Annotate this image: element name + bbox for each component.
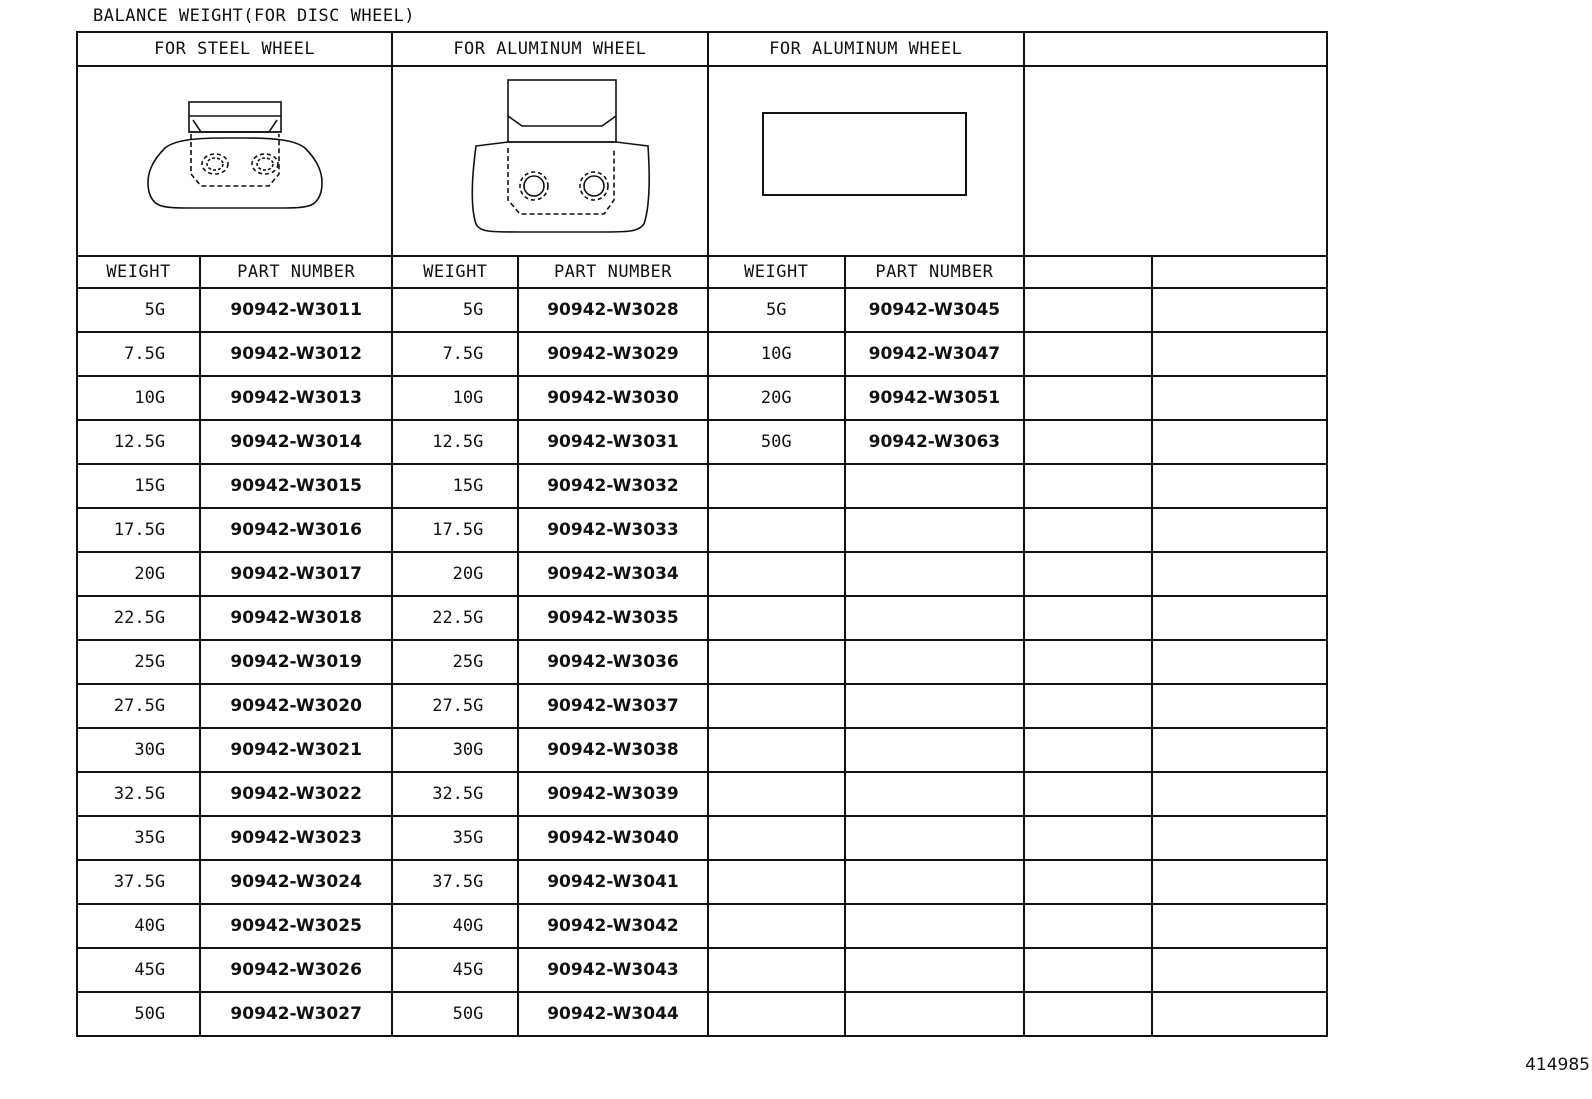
part-number-aluminum-clip: 90942-W3030 <box>518 376 707 420</box>
weight-aluminum-adhesive <box>708 992 845 1036</box>
part-number-steel: 90942-W3018 <box>200 596 392 640</box>
col-weight-steel: WEIGHT <box>77 256 200 288</box>
empty-cell <box>1024 376 1152 420</box>
illustration-row <box>77 66 1327 256</box>
weight-aluminum-adhesive <box>708 860 845 904</box>
empty-cell <box>1152 464 1327 508</box>
weight-aluminum-clip: 50G <box>392 992 518 1036</box>
group-header-row <box>77 32 1327 66</box>
part-number-aluminum-clip: 90942-W3043 <box>518 948 707 992</box>
part-number-steel: 90942-W3015 <box>200 464 392 508</box>
empty-cell <box>1024 508 1152 552</box>
part-number-aluminum-adhesive <box>845 948 1024 992</box>
part-number-aluminum-adhesive <box>845 904 1024 948</box>
part-number-aluminum-adhesive <box>845 772 1024 816</box>
empty-cell <box>1152 508 1327 552</box>
part-number-steel: 90942-W3021 <box>200 728 392 772</box>
table-row <box>77 728 1327 772</box>
part-number-aluminum-clip: 90942-W3031 <box>518 420 707 464</box>
weight-aluminum-clip: 15G <box>392 464 518 508</box>
weight-aluminum-adhesive: 20G <box>708 376 845 420</box>
part-number-steel: 90942-W3017 <box>200 552 392 596</box>
empty-cell <box>1024 772 1152 816</box>
weight-aluminum-adhesive <box>708 684 845 728</box>
table-row <box>77 992 1327 1036</box>
reference-code: 414985 <box>1525 1055 1590 1075</box>
part-number-aluminum-adhesive <box>845 508 1024 552</box>
part-number-aluminum-clip: 90942-W3033 <box>518 508 707 552</box>
weight-steel: 32.5G <box>77 772 200 816</box>
empty-cell <box>1024 992 1152 1036</box>
part-number-steel: 90942-W3011 <box>200 288 392 332</box>
table-row <box>77 552 1327 596</box>
part-number-aluminum-clip: 90942-W3034 <box>518 552 707 596</box>
weight-aluminum-adhesive <box>708 596 845 640</box>
empty-cell <box>1152 552 1327 596</box>
weight-aluminum-clip: 7.5G <box>392 332 518 376</box>
table-row <box>77 684 1327 728</box>
empty-cell <box>1152 992 1327 1036</box>
part-number-steel: 90942-W3019 <box>200 640 392 684</box>
table-row <box>77 464 1327 508</box>
weight-aluminum-adhesive <box>708 772 845 816</box>
part-number-steel: 90942-W3016 <box>200 508 392 552</box>
part-number-aluminum-adhesive <box>845 860 1024 904</box>
part-number-steel: 90942-W3014 <box>200 420 392 464</box>
part-number-steel: 90942-W3013 <box>200 376 392 420</box>
part-number-aluminum-clip: 90942-W3041 <box>518 860 707 904</box>
weight-aluminum-clip: 17.5G <box>392 508 518 552</box>
col-empty-1 <box>1024 256 1152 288</box>
weight-aluminum-adhesive <box>708 816 845 860</box>
weight-aluminum-adhesive <box>708 728 845 772</box>
weight-aluminum-clip: 25G <box>392 640 518 684</box>
empty-cell <box>1024 420 1152 464</box>
empty-cell <box>1024 332 1152 376</box>
steel-wheel-weight-illustration <box>77 66 392 256</box>
weight-steel: 45G <box>77 948 200 992</box>
part-number-aluminum-adhesive <box>845 816 1024 860</box>
weight-steel: 35G <box>77 816 200 860</box>
weight-aluminum-clip: 5G <box>392 288 518 332</box>
column-header-row <box>77 256 1327 288</box>
weight-aluminum-adhesive <box>708 464 845 508</box>
weight-steel: 7.5G <box>77 332 200 376</box>
weight-steel: 30G <box>77 728 200 772</box>
group-aluminum-wheel-clip: FOR ALUMINUM WHEEL <box>392 32 707 66</box>
part-number-aluminum-clip: 90942-W3037 <box>518 684 707 728</box>
group-steel-wheel: FOR STEEL WHEEL <box>77 32 392 66</box>
empty-cell <box>1152 772 1327 816</box>
part-number-aluminum-adhesive <box>845 552 1024 596</box>
part-number-aluminum-clip: 90942-W3038 <box>518 728 707 772</box>
weight-aluminum-adhesive <box>708 640 845 684</box>
weight-steel: 12.5G <box>77 420 200 464</box>
empty-cell <box>1024 728 1152 772</box>
weight-steel: 27.5G <box>77 684 200 728</box>
weight-steel: 25G <box>77 640 200 684</box>
part-number-aluminum-adhesive: 90942-W3051 <box>845 376 1024 420</box>
part-number-aluminum-adhesive <box>845 596 1024 640</box>
group-aluminum-wheel-adhesive: FOR ALUMINUM WHEEL <box>708 32 1024 66</box>
weight-steel: 20G <box>77 552 200 596</box>
table-row <box>77 904 1327 948</box>
part-number-steel: 90942-W3022 <box>200 772 392 816</box>
empty-cell <box>1024 464 1152 508</box>
part-number-aluminum-adhesive <box>845 684 1024 728</box>
weight-aluminum-clip: 35G <box>392 816 518 860</box>
empty-cell <box>1152 816 1327 860</box>
empty-cell <box>1152 332 1327 376</box>
empty-cell <box>1024 948 1152 992</box>
empty-cell <box>1152 948 1327 992</box>
part-number-aluminum-adhesive <box>845 640 1024 684</box>
col-part-number-aluminum-clip: PART NUMBER <box>518 256 707 288</box>
part-number-aluminum-clip: 90942-W3035 <box>518 596 707 640</box>
weight-steel: 5G <box>77 288 200 332</box>
weight-aluminum-clip: 30G <box>392 728 518 772</box>
weight-aluminum-clip: 22.5G <box>392 596 518 640</box>
empty-cell <box>1152 904 1327 948</box>
table-row <box>77 420 1327 464</box>
col-weight-aluminum-adhesive: WEIGHT <box>708 256 845 288</box>
empty-cell <box>1024 816 1152 860</box>
empty-cell <box>1024 904 1152 948</box>
part-number-aluminum-adhesive <box>845 728 1024 772</box>
col-part-number-steel: PART NUMBER <box>200 256 392 288</box>
table-row <box>77 332 1327 376</box>
weight-aluminum-adhesive <box>708 904 845 948</box>
part-number-aluminum-clip: 90942-W3042 <box>518 904 707 948</box>
document-title: BALANCE WEIGHT(FOR DISC WHEEL) <box>93 6 416 26</box>
empty-cell <box>1024 596 1152 640</box>
weight-steel: 37.5G <box>77 860 200 904</box>
weight-aluminum-clip: 12.5G <box>392 420 518 464</box>
part-number-aluminum-adhesive <box>845 464 1024 508</box>
col-part-number-aluminum-adhesive: PART NUMBER <box>845 256 1024 288</box>
part-number-aluminum-adhesive: 90942-W3045 <box>845 288 1024 332</box>
table-row <box>77 772 1327 816</box>
part-number-steel: 90942-W3020 <box>200 684 392 728</box>
empty-cell <box>1152 640 1327 684</box>
weight-aluminum-clip: 10G <box>392 376 518 420</box>
weight-steel: 15G <box>77 464 200 508</box>
weight-aluminum-clip: 27.5G <box>392 684 518 728</box>
weight-aluminum-adhesive: 50G <box>708 420 845 464</box>
weight-aluminum-clip: 20G <box>392 552 518 596</box>
empty-cell <box>1152 420 1327 464</box>
part-number-aluminum-clip: 90942-W3036 <box>518 640 707 684</box>
table-row <box>77 948 1327 992</box>
table-row <box>77 860 1327 904</box>
weight-aluminum-adhesive <box>708 948 845 992</box>
weight-steel: 22.5G <box>77 596 200 640</box>
weight-aluminum-adhesive: 10G <box>708 332 845 376</box>
part-number-steel: 90942-W3025 <box>200 904 392 948</box>
empty-cell <box>1152 684 1327 728</box>
weight-steel: 50G <box>77 992 200 1036</box>
table-row <box>77 640 1327 684</box>
part-number-steel: 90942-W3026 <box>200 948 392 992</box>
weight-aluminum-adhesive <box>708 508 845 552</box>
steel-weight-clip-icon <box>135 96 335 226</box>
part-number-aluminum-clip: 90942-W3040 <box>518 816 707 860</box>
weight-aluminum-clip: 40G <box>392 904 518 948</box>
table-row <box>77 596 1327 640</box>
empty-illustration-cell <box>1024 66 1327 256</box>
part-number-aluminum-adhesive <box>845 992 1024 1036</box>
aluminum-wheel-adhesive-weight-illustration <box>708 66 1024 256</box>
empty-cell <box>1024 640 1152 684</box>
weight-aluminum-adhesive: 5G <box>708 288 845 332</box>
group-empty <box>1024 32 1327 66</box>
table-row <box>77 288 1327 332</box>
empty-cell <box>1024 552 1152 596</box>
weight-steel: 10G <box>77 376 200 420</box>
part-number-aluminum-adhesive: 90942-W3063 <box>845 420 1024 464</box>
col-empty-2 <box>1152 256 1327 288</box>
part-number-aluminum-clip: 90942-W3039 <box>518 772 707 816</box>
part-number-steel: 90942-W3012 <box>200 332 392 376</box>
empty-cell <box>1024 860 1152 904</box>
part-number-aluminum-adhesive: 90942-W3047 <box>845 332 1024 376</box>
weight-aluminum-clip: 45G <box>392 948 518 992</box>
table-row <box>77 376 1327 420</box>
part-number-aluminum-clip: 90942-W3028 <box>518 288 707 332</box>
weight-aluminum-adhesive <box>708 552 845 596</box>
col-weight-aluminum-clip: WEIGHT <box>392 256 518 288</box>
empty-cell <box>1152 376 1327 420</box>
weight-steel: 40G <box>77 904 200 948</box>
part-number-steel: 90942-W3024 <box>200 860 392 904</box>
part-number-steel: 90942-W3027 <box>200 992 392 1036</box>
weight-aluminum-clip: 37.5G <box>392 860 518 904</box>
empty-cell <box>1152 288 1327 332</box>
empty-cell <box>1024 684 1152 728</box>
part-number-steel: 90942-W3023 <box>200 816 392 860</box>
balance-weight-table <box>76 31 1328 1037</box>
adhesive-weight-icon <box>761 111 971 211</box>
empty-cell <box>1152 728 1327 772</box>
table-row <box>77 508 1327 552</box>
weight-aluminum-clip: 32.5G <box>392 772 518 816</box>
aluminum-weight-clip-icon <box>450 76 650 246</box>
empty-cell <box>1024 288 1152 332</box>
empty-cell <box>1152 596 1327 640</box>
part-number-aluminum-clip: 90942-W3032 <box>518 464 707 508</box>
weight-steel: 17.5G <box>77 508 200 552</box>
table-row <box>77 816 1327 860</box>
aluminum-wheel-clip-weight-illustration <box>392 66 707 256</box>
empty-cell <box>1152 860 1327 904</box>
part-number-aluminum-clip: 90942-W3029 <box>518 332 707 376</box>
part-number-aluminum-clip: 90942-W3044 <box>518 992 707 1036</box>
